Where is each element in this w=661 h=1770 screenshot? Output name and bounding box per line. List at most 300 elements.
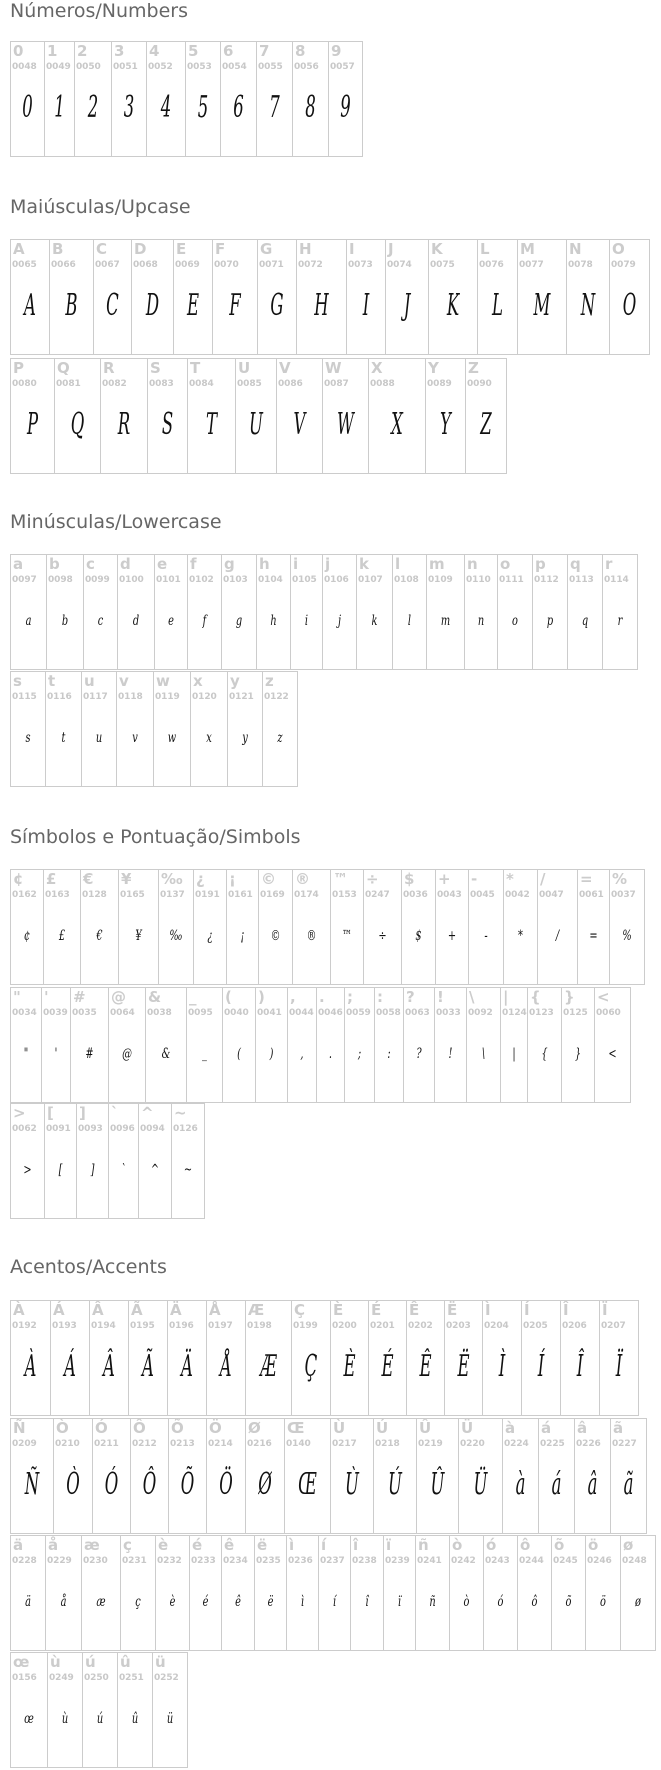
glyph-preview: ^ — [150, 1162, 160, 1178]
glyph-cell — [287, 1536, 319, 1650]
character-code: 0071 — [259, 260, 284, 270]
glyph-preview: û — [131, 1711, 139, 1727]
character-code: 0193 — [52, 1321, 77, 1331]
glyph-preview: è — [169, 1594, 176, 1610]
character-code: 0102 — [189, 575, 214, 585]
character-code: 0206 — [562, 1321, 587, 1331]
character-code: 0068 — [133, 260, 158, 270]
character-code: 0194 — [91, 1321, 116, 1331]
character-code: 0245 — [553, 1556, 578, 1566]
glyph-cell — [146, 988, 187, 1102]
character-label: ¡ — [229, 870, 236, 888]
character-label: / — [540, 870, 546, 888]
glyph-cell — [562, 988, 595, 1102]
glyph-preview: 1 — [54, 90, 65, 125]
character-label: { — [530, 988, 541, 1006]
character-code: 0108 — [394, 575, 419, 585]
character-code: 0118 — [118, 692, 143, 702]
glyph-cell — [188, 359, 236, 473]
glyph-preview: ` — [121, 1162, 126, 1178]
character-code: 0087 — [324, 379, 349, 389]
character-code: 0067 — [95, 260, 120, 270]
character-code: 0124 — [502, 1008, 527, 1018]
glyph-cell — [169, 1419, 207, 1533]
character-label: B — [52, 240, 64, 258]
glyph-cell — [288, 988, 317, 1102]
character-code: 0099 — [85, 575, 110, 585]
character-code: 0202 — [408, 1321, 433, 1331]
glyph-preview: ¥ — [135, 928, 142, 944]
character-label: : — [377, 988, 383, 1006]
character-label: Ô — [133, 1419, 146, 1437]
character-code: 0034 — [12, 1008, 37, 1018]
glyph-preview: É — [381, 1349, 394, 1384]
glyph-preview: f — [202, 613, 207, 629]
character-label: É — [371, 1301, 382, 1319]
glyph-cell — [159, 870, 194, 984]
glyph-preview: ñ — [429, 1594, 436, 1610]
glyph-preview: a — [25, 613, 32, 629]
character-label: 0 — [13, 42, 24, 60]
glyph-cell — [469, 870, 504, 984]
character-code: 0213 — [170, 1439, 195, 1449]
character-code: 0125 — [563, 1008, 588, 1018]
glyph-preview: á — [551, 1467, 562, 1502]
glyph-cell — [90, 1301, 129, 1415]
glyph-cell — [404, 988, 435, 1102]
glyph-preview: T — [205, 407, 217, 442]
character-code: 0198 — [247, 1321, 272, 1331]
character-code: 0065 — [12, 260, 37, 270]
character-code: 0073 — [348, 260, 373, 270]
glyph-preview: * — [518, 928, 523, 944]
glyph-preview: | — [512, 1046, 516, 1062]
glyph-cell — [51, 1301, 90, 1415]
glyph-preview: " — [23, 1046, 29, 1062]
glyph-cell — [45, 42, 75, 156]
glyph-cell — [44, 870, 81, 984]
character-code: 0247 — [365, 890, 390, 900]
glyph-preview: M — [533, 288, 551, 323]
character-label: ~ — [174, 1104, 187, 1122]
glyph-preview: 8 — [305, 90, 316, 125]
character-code: 0051 — [113, 62, 138, 72]
character-code: 0225 — [540, 1439, 565, 1449]
glyph-row — [10, 1652, 188, 1768]
glyph-preview: é — [202, 1594, 209, 1610]
glyph-preview: S — [161, 407, 174, 442]
character-code: 0217 — [332, 1439, 357, 1449]
character-label: ê — [224, 1536, 235, 1554]
glyph-cell — [426, 359, 466, 473]
character-label: " — [13, 988, 21, 1006]
character-code: 0061 — [579, 890, 604, 900]
glyph-cell — [139, 1104, 172, 1218]
character-code: 0059 — [346, 1008, 371, 1018]
glyph-cell — [600, 1301, 639, 1415]
glyph-preview: ! — [448, 1046, 453, 1062]
character-label: + — [438, 870, 451, 888]
glyph-cell — [221, 42, 257, 156]
glyph-cell — [222, 555, 257, 669]
character-code: 0062 — [12, 1124, 37, 1134]
character-label: & — [148, 988, 162, 1006]
glyph-cell — [386, 240, 429, 354]
glyph-cell — [11, 240, 50, 354]
character-label: 4 — [149, 42, 160, 60]
character-label: ô — [520, 1536, 531, 1554]
character-code: 0113 — [569, 575, 594, 585]
character-code: 0046 — [318, 1008, 343, 1018]
character-label: ; — [347, 988, 353, 1006]
glyph-cell — [369, 1301, 407, 1415]
character-label: € — [83, 870, 94, 888]
character-label: $ — [404, 870, 415, 888]
glyph-cell — [101, 359, 148, 473]
glyph-cell — [257, 555, 291, 669]
character-code: 0075 — [430, 260, 455, 270]
glyph-preview: Y — [440, 407, 451, 442]
glyph-cell — [83, 1653, 118, 1767]
glyph-preview: R — [117, 407, 131, 442]
glyph-cell — [118, 555, 155, 669]
glyph-cell — [345, 988, 375, 1102]
glyph-preview: l — [407, 613, 412, 629]
character-code: 0219 — [418, 1439, 443, 1449]
character-code: 0039 — [43, 1008, 68, 1018]
glyph-cell — [246, 1301, 292, 1415]
character-code: 0054 — [222, 62, 247, 72]
glyph-preview: ] — [90, 1162, 95, 1178]
glyph-cell — [82, 1536, 121, 1650]
glyph-preview: L — [492, 288, 503, 323]
glyph-cell — [11, 1653, 48, 1767]
character-code: 0086 — [278, 379, 303, 389]
glyph-cell — [465, 555, 498, 669]
glyph-cell — [603, 555, 638, 669]
character-code: 0053 — [187, 62, 212, 72]
glyph-preview: / — [555, 928, 560, 944]
character-code: 0056 — [294, 62, 319, 72]
character-label: G — [260, 240, 273, 258]
character-label: Í — [524, 1301, 530, 1319]
glyph-row — [10, 869, 645, 985]
glyph-cell — [228, 672, 263, 786]
glyph-preview: d — [132, 613, 140, 629]
character-label: u — [84, 672, 95, 690]
glyph-cell — [84, 555, 118, 669]
glyph-preview: 2 — [87, 90, 99, 125]
character-code: 0110 — [466, 575, 491, 585]
character-code: 0072 — [298, 260, 323, 270]
glyph-preview: X — [391, 407, 403, 442]
glyph-cell — [407, 1301, 445, 1415]
character-label: j — [325, 555, 331, 573]
glyph-cell — [154, 672, 191, 786]
character-label: 9 — [331, 42, 342, 60]
character-code: 0047 — [539, 890, 564, 900]
glyph-cell — [610, 870, 645, 984]
character-label: å — [48, 1536, 59, 1554]
glyph-preview: ü — [166, 1711, 174, 1727]
character-label: À — [13, 1301, 25, 1319]
character-label: Î — [563, 1301, 569, 1319]
character-label: ¥ — [121, 870, 132, 888]
character-label: ` — [111, 1104, 119, 1122]
character-code: 0115 — [12, 692, 37, 702]
character-code: 0210 — [55, 1439, 80, 1449]
glyph-preview: ‰ — [169, 928, 183, 944]
glyph-cell — [435, 988, 467, 1102]
character-code: 0241 — [417, 1556, 442, 1566]
character-label: ñ — [418, 1536, 429, 1554]
character-label: Û — [419, 1419, 432, 1437]
glyph-preview: È — [343, 1349, 356, 1384]
glyph-preview: s — [25, 730, 31, 746]
glyph-preview: ® — [306, 928, 317, 944]
character-code: 0066 — [51, 260, 76, 270]
glyph-cell — [81, 870, 119, 984]
character-label: \ — [469, 988, 475, 1006]
character-code: 0089 — [427, 379, 452, 389]
character-label: Ö — [209, 1419, 222, 1437]
character-label: I — [349, 240, 355, 258]
glyph-cell — [319, 1536, 351, 1650]
character-code: 0107 — [358, 575, 383, 585]
character-code: 0084 — [189, 379, 214, 389]
glyph-cell — [132, 240, 174, 354]
glyph-cell — [586, 1536, 621, 1650]
character-code: 0103 — [223, 575, 248, 585]
glyph-cell — [148, 359, 188, 473]
character-code: 0165 — [120, 890, 145, 900]
glyph-preview: ä — [25, 1594, 31, 1610]
character-code: 0092 — [468, 1008, 493, 1018]
glyph-preview: { — [541, 1046, 548, 1062]
character-label: O — [612, 240, 625, 258]
character-code: 0156 — [12, 1673, 37, 1683]
character-label: Æ — [248, 1301, 265, 1319]
glyph-cell — [277, 359, 323, 473]
character-label: £ — [46, 870, 57, 888]
glyph-cell — [48, 1653, 83, 1767]
glyph-preview: œ — [24, 1711, 34, 1727]
character-label: 6 — [223, 42, 234, 60]
glyph-cell — [292, 1301, 331, 1415]
glyph-preview: O — [622, 288, 637, 323]
glyph-cell — [11, 1301, 51, 1415]
character-label: æ — [84, 1536, 100, 1554]
glyph-preview: ™ — [342, 928, 352, 944]
character-label: E — [176, 240, 187, 258]
glyph-preview: ( — [237, 1046, 241, 1062]
glyph-cell — [484, 1536, 518, 1650]
glyph-cell — [255, 1536, 287, 1650]
character-code: 0082 — [102, 379, 127, 389]
glyph-preview: B — [65, 288, 78, 323]
character-label: d — [120, 555, 131, 573]
glyph-cell — [190, 1536, 222, 1650]
character-code: 0060 — [596, 1008, 621, 1018]
character-code: 0091 — [46, 1124, 71, 1134]
character-code: 0137 — [160, 890, 185, 900]
character-code: 0078 — [568, 260, 593, 270]
glyph-preview: ¿ — [207, 928, 213, 944]
character-label: ù — [50, 1653, 61, 1671]
glyph-cell — [450, 1536, 484, 1650]
glyph-preview: Ë — [457, 1349, 470, 1384]
glyph-preview: ê — [235, 1594, 241, 1610]
character-code: 0161 — [228, 890, 253, 900]
glyph-preview: ¡ — [240, 928, 245, 944]
glyph-cell — [257, 42, 293, 156]
glyph-preview: m — [440, 613, 451, 629]
character-label: N — [569, 240, 582, 258]
glyph-cell — [11, 1104, 45, 1218]
character-code: 0040 — [224, 1008, 249, 1018]
character-code: 0095 — [188, 1008, 213, 1018]
glyph-preview: n — [477, 613, 485, 629]
glyph-cell — [417, 1419, 459, 1533]
glyph-cell — [467, 988, 501, 1102]
glyph-cell — [109, 988, 146, 1102]
glyph-cell — [11, 42, 45, 156]
glyph-cell — [384, 1536, 416, 1650]
character-label: Â — [92, 1301, 104, 1319]
glyph-cell — [45, 1104, 77, 1218]
glyph-cell — [293, 42, 329, 156]
character-label: ä — [13, 1536, 24, 1554]
character-code: 0105 — [292, 575, 317, 585]
character-label: ® — [295, 870, 310, 888]
character-label: ' — [44, 988, 49, 1006]
character-code: 0218 — [375, 1439, 400, 1449]
character-label: í — [321, 1536, 327, 1554]
glyph-preview: ó — [497, 1594, 504, 1610]
glyph-cell — [11, 988, 42, 1102]
glyph-cell — [11, 555, 47, 669]
glyph-preview: N — [580, 288, 596, 323]
glyph-preview: < — [608, 1046, 617, 1062]
glyph-cell — [538, 870, 578, 984]
character-label: â — [577, 1419, 588, 1437]
character-label: P — [13, 359, 24, 377]
character-label: Ã — [131, 1301, 143, 1319]
character-label: Ó — [95, 1419, 108, 1437]
glyph-row — [10, 1535, 656, 1651]
glyph-preview: [ — [58, 1162, 63, 1178]
character-code: 0079 — [611, 260, 636, 270]
character-code: 0077 — [519, 260, 544, 270]
glyph-preview: Á — [64, 1349, 76, 1384]
glyph-cell — [213, 240, 258, 354]
character-label: Ê — [409, 1301, 420, 1319]
character-label: _ — [189, 988, 197, 1006]
character-code: 0195 — [130, 1321, 155, 1331]
character-label: ü — [155, 1653, 166, 1671]
glyph-preview: Ô — [142, 1467, 157, 1502]
glyph-cell — [351, 1536, 384, 1650]
glyph-cell — [194, 870, 227, 984]
character-label: ) — [258, 988, 265, 1006]
glyph-cell — [223, 988, 256, 1102]
glyph-cell — [459, 1419, 503, 1533]
glyph-cell — [357, 555, 393, 669]
glyph-cell — [172, 1104, 205, 1218]
glyph-preview: # — [85, 1046, 94, 1062]
character-label: g — [224, 555, 235, 573]
glyph-preview: â — [587, 1467, 598, 1502]
glyph-cell — [129, 1301, 168, 1415]
glyph-preview: G — [270, 288, 284, 323]
glyph-preview: ¢ — [23, 928, 31, 944]
glyph-preview: Ú — [388, 1467, 402, 1502]
character-code: 0224 — [504, 1439, 529, 1449]
character-label: Ù — [333, 1419, 346, 1437]
character-code: 0214 — [208, 1439, 233, 1449]
glyph-cell — [236, 359, 277, 473]
glyph-preview: 9 — [340, 90, 351, 125]
glyph-preview: Ä — [181, 1349, 193, 1384]
glyph-preview: à — [515, 1467, 526, 1502]
character-label: ø — [623, 1536, 634, 1554]
glyph-cell — [429, 240, 478, 354]
character-label: ö — [588, 1536, 599, 1554]
glyph-preview: u — [95, 730, 103, 746]
glyph-cell — [323, 359, 369, 473]
glyph-preview: F — [229, 288, 241, 323]
character-code: 0200 — [332, 1321, 357, 1331]
glyph-preview: x — [206, 730, 212, 746]
glyph-preview: Ì — [498, 1349, 506, 1384]
character-label: Á — [53, 1301, 65, 1319]
character-label: é — [192, 1536, 203, 1554]
character-code: 0227 — [612, 1439, 637, 1449]
glyph-cell — [93, 1419, 131, 1533]
glyph-cell — [331, 1301, 369, 1415]
character-label: Z — [468, 359, 479, 377]
glyph-preview: ø — [635, 1594, 641, 1610]
character-label: p — [535, 555, 546, 573]
glyph-cell — [347, 240, 386, 354]
glyph-preview: & — [161, 1046, 171, 1062]
character-code: 0119 — [155, 692, 180, 702]
glyph-cell — [11, 359, 55, 473]
character-code: 0203 — [446, 1321, 471, 1331]
glyph-preview: Û — [430, 1467, 445, 1502]
glyph-cell — [568, 555, 603, 669]
character-label: ë — [257, 1536, 268, 1554]
glyph-cell — [483, 1301, 522, 1415]
character-code: 0116 — [47, 692, 72, 702]
character-label: á — [541, 1419, 552, 1437]
character-code: 0242 — [451, 1556, 476, 1566]
character-code: 0106 — [324, 575, 349, 585]
character-label: K — [431, 240, 443, 258]
glyph-cell — [503, 1419, 539, 1533]
character-code: 0042 — [505, 890, 530, 900]
character-label: 3 — [114, 42, 125, 60]
glyph-cell — [297, 240, 347, 354]
character-label: % — [612, 870, 628, 888]
character-code: 0093 — [78, 1124, 103, 1134]
character-code: 0205 — [523, 1321, 548, 1331]
glyph-preview: % — [622, 928, 632, 944]
character-code: 0117 — [83, 692, 108, 702]
character-label: q — [570, 555, 581, 573]
character-label: l — [395, 555, 401, 573]
character-label: L — [480, 240, 490, 258]
